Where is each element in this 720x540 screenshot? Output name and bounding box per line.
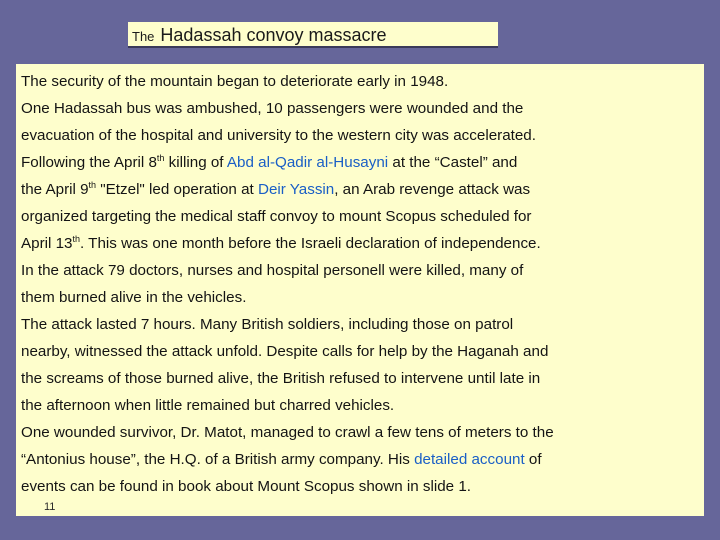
- text-span: the April 9: [21, 181, 89, 198]
- link-deir-yassin[interactable]: Deir Yassin: [257, 181, 335, 198]
- text-span: April 13: [21, 235, 73, 252]
- text-line: nearby, witnessed the attack unfold. Despite calls for help by the Haganah and: [21, 343, 549, 360]
- text-span: of: [524, 451, 542, 468]
- title-prefix: The: [132, 29, 155, 44]
- text-span: Following the April 8: [21, 154, 157, 171]
- text-line: [21, 446, 704, 473]
- text-line: [21, 230, 704, 257]
- slide-number: 11: [44, 501, 56, 513]
- text-span: “Antonius house”, the H.Q. of a British army company. His: [21, 451, 415, 468]
- text-line: the screams of those burned alive, the British refused to intervene until late in: [21, 370, 541, 387]
- text-line: One wounded survivor, Dr. Matot, managed to crawl a few tens of meters to the: [21, 424, 554, 441]
- title-main: Hadassah convoy massacre: [160, 25, 387, 45]
- ordinal-suffix: th: [88, 179, 97, 190]
- text-span: at the “Castel” and: [388, 154, 518, 171]
- text-line: evacuation of the hospital and university to the western city was accelerated.: [21, 127, 536, 144]
- body-text-panel: [16, 64, 704, 516]
- text-line: The security of the mountain began to deteriorate early in 1948.: [21, 73, 449, 90]
- text-line: One Hadassah bus was ambushed, 10 passengers were wounded and the: [21, 100, 524, 117]
- text-line: [21, 149, 704, 176]
- text-span: "Etzel" led operation at: [96, 181, 258, 198]
- text-line: the afternoon when little remained but charred vehicles.: [21, 397, 395, 414]
- ordinal-suffix: th: [72, 233, 81, 244]
- link-detailed-account[interactable]: detailed account: [414, 451, 525, 468]
- link-abd-al-qadir[interactable]: Abd al-Qadir al-Husayni: [226, 154, 389, 171]
- text-line: events can be found in book about Mount Scopus shown in slide 1.: [21, 478, 472, 495]
- text-span: , an Arab revenge attack was: [334, 181, 531, 198]
- text-line: The attack lasted 7 hours. Many British soldiers, including those on patrol: [21, 316, 514, 333]
- text-line: organized targeting the medical staff convoy to mount Scopus scheduled for: [21, 208, 532, 225]
- text-line: [21, 176, 704, 203]
- text-span: killing of: [164, 154, 227, 171]
- slide-title: [128, 22, 498, 48]
- text-line: them burned alive in the vehicles.: [21, 289, 247, 306]
- text-line: In the attack 79 doctors, nurses and hospital personell were killed, many of: [21, 262, 524, 279]
- text-span: . This was one month before the Israeli declaration of independence.: [80, 235, 541, 252]
- ordinal-suffix: th: [156, 152, 165, 163]
